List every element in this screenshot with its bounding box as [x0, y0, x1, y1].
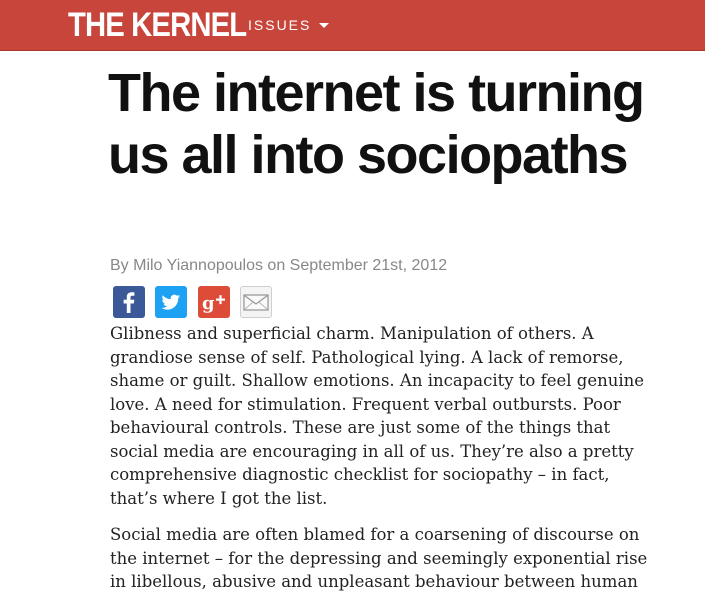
issues-menu-label: ISSUES [248, 17, 312, 33]
article-body [110, 322, 655, 607]
article-paragraph: Glibness and superficial charm. Manipulation of others. A grandiose sense of self. Pathological lying. A lack of remorse, shame or guilt. Shallow emotions. An incapacity to feel genuine love. A need for stimulation. Frequent verbal outbursts. Poor behavioural controls. These are just some of the things that social media are encouraging in all of us. They’re also a pretty comprehensive diagnostic checklist for sociopathy – in fact, that’s where I got the list. [110, 324, 645, 508]
google-plus-share-button[interactable] [198, 286, 230, 318]
site-logo[interactable]: THE KERNEL [68, 6, 247, 44]
issues-menu[interactable] [248, 15, 329, 35]
article-byline: By Milo Yiannopoulos on September 21st, 2012 [110, 257, 448, 274]
svg-text:g: g [202, 293, 215, 314]
facebook-icon [113, 286, 145, 318]
chevron-down-icon [319, 23, 329, 28]
article-title: The internet is turning us all into sociopaths [108, 63, 644, 185]
twitter-icon [155, 286, 187, 318]
facebook-share-button[interactable] [113, 286, 145, 318]
article-paragraph: Social media are often blamed for a coarsening of discourse on the internet – for the depressing and seemingly exponential rise in libellous, abusive and unpleasant behaviour between human [110, 525, 648, 591]
google-plus-icon [198, 286, 230, 318]
top-navigation-bar [0, 0, 705, 51]
twitter-share-button[interactable] [155, 286, 187, 318]
email-share-button[interactable] [240, 286, 272, 318]
email-icon [241, 287, 271, 317]
